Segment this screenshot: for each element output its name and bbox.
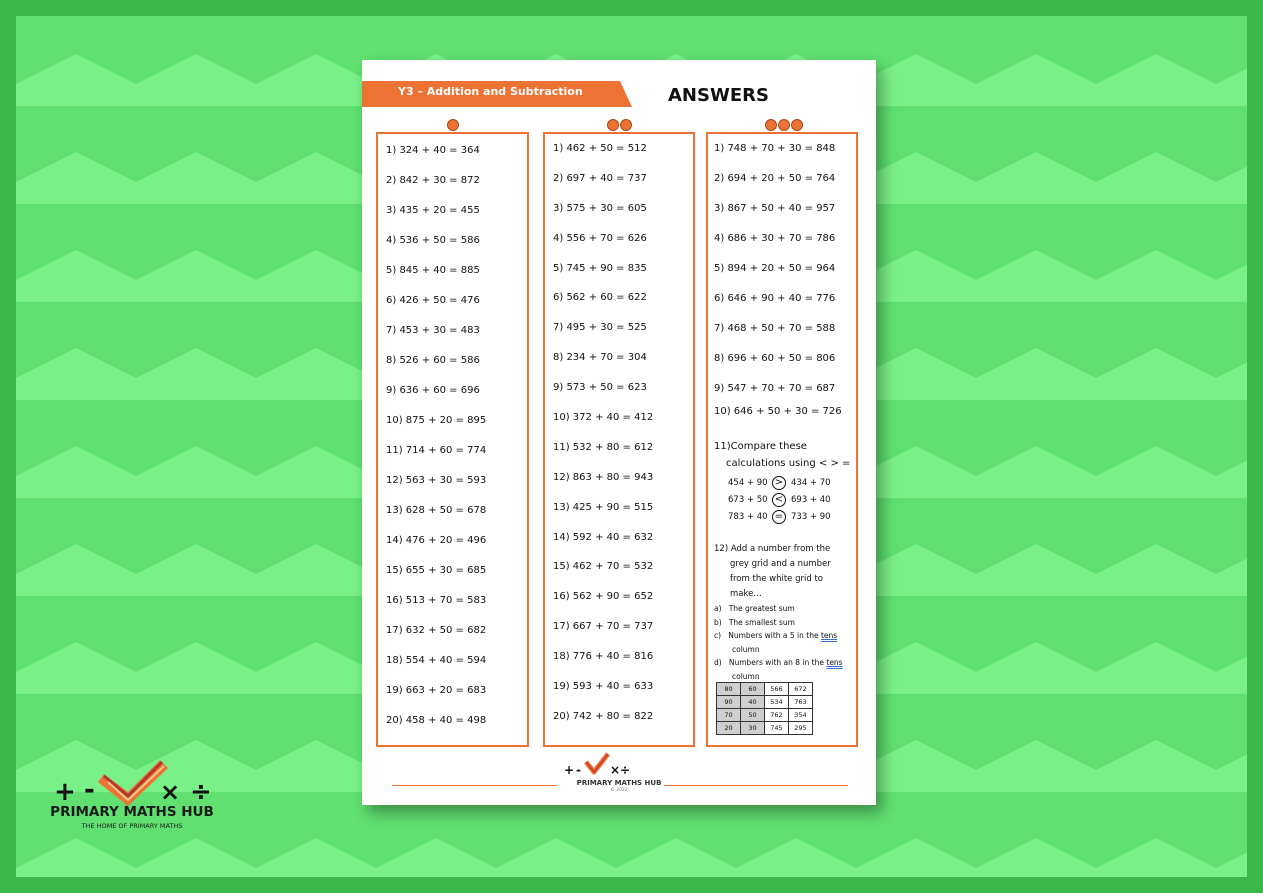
comparison-symbol: < [772,493,786,507]
answer-item: 3) 575 + 30 = 605 [553,202,647,214]
grid-cell: 762 [765,709,789,722]
answer-item: 5) 894 + 20 + 50 = 964 [714,263,836,274]
footer-logo-icon [562,750,632,780]
grid-row [717,683,813,696]
difficulty-dots-2 [606,116,632,128]
comparison-left: 783 + 40 [728,511,768,522]
svg-text:÷: ÷ [190,777,212,807]
answer-item: 8) 526 + 60 = 586 [386,355,480,366]
part-b-text: The smallest sum [728,617,795,627]
comparison-row [728,491,831,508]
grid-cell: 60 [741,683,765,696]
answer-item: 3) 435 + 20 = 455 [386,205,480,216]
part-a-text: The greatest sum [728,604,795,613]
grid-cell: 40 [741,696,765,709]
answer-item: 4) 556 + 70 = 626 [553,232,647,244]
comparison-symbol: > [772,476,786,490]
grid-cell: 354 [789,709,813,722]
difficulty-dots-3 [764,116,803,128]
grid-cell: 90 [717,696,741,709]
part-d-underlined: tens [826,658,843,667]
grid-cell: 672 [789,683,813,696]
part-c-column: column [732,644,760,654]
number-grid [716,682,813,735]
brand-tagline: THE HOME OF PRIMARY MATHS [81,822,183,830]
svg-text:-: - [84,775,95,805]
answer-item: 2) 842 + 30 = 872 [386,175,480,186]
answer-item: 16) 562 + 90 = 652 [553,591,654,603]
footer-copyright: © 2022 [610,788,628,793]
grid-row [717,696,813,709]
answer-item: 15) 655 + 30 = 685 [386,565,487,576]
answer-item: 10) 646 + 50 + 30 = 726 [714,406,842,417]
svg-text:+: + [564,763,575,777]
answer-column-3 [706,132,858,747]
grid-cell: 295 [789,722,813,735]
dot-icon [791,119,803,131]
comparison-right: 733 + 90 [791,511,831,522]
answer-item: 8) 234 + 70 = 304 [553,352,647,364]
grid-cell: 30 [741,722,765,735]
dot-icon [447,119,459,131]
grid-cell: 763 [789,696,813,709]
answer-item: 8) 696 + 60 + 50 = 806 [714,353,836,364]
banner-title: Y3 – Addition and Subtraction [398,85,583,98]
answer-item: 20) 742 + 80 = 822 [553,710,654,722]
answer-item: 9) 573 + 50 = 623 [553,382,647,394]
difficulty-dots-1 [446,116,459,128]
answer-item: 11) 532 + 80 = 612 [553,441,654,453]
answer-list [714,142,842,427]
part-b: b) The smallest sum [714,617,795,627]
dot-icon [607,119,619,131]
answer-item: 18) 554 + 40 = 594 [386,655,487,666]
answer-item: 19) 663 + 20 = 683 [386,685,487,696]
question-11 [714,438,854,472]
answer-list [553,142,653,740]
page-title: ANSWERS [668,85,769,106]
comparison-symbol: = [772,510,786,524]
footer-brand-name: PRIMARY MATHS HUB [576,779,662,787]
answer-item: 6) 646 + 90 + 40 = 776 [714,293,836,304]
answer-item: 7) 453 + 30 = 483 [386,325,480,336]
answer-item: 14) 476 + 20 = 496 [386,535,487,546]
answer-item: 2) 697 + 40 = 737 [553,172,647,184]
answer-item: 11) 714 + 60 = 774 [386,445,487,456]
part-d-text: Numbers with an 8 in the [728,658,827,667]
part-c: c) Numbers with a 5 in the tens [714,631,838,640]
answer-item: 12) 563 + 30 = 593 [386,475,487,486]
svg-text:-: - [576,763,581,777]
q12-line: grey grid and a number [730,559,831,569]
answer-item: 5) 845 + 40 = 885 [386,265,480,276]
grid-cell: 20 [717,722,741,735]
answer-item: 3) 867 + 50 + 40 = 957 [714,203,836,214]
comparison-left: 454 + 90 [728,477,768,488]
comparison-rows [728,474,831,525]
grid-cell: 80 [717,683,741,696]
q11-line1: 11)Compare these [714,441,807,452]
answer-item: 7) 495 + 30 = 525 [553,322,647,334]
answer-item: 18) 776 + 40 = 816 [553,651,654,663]
svg-text:÷: ÷ [620,763,631,777]
part-c-underlined: tens [820,631,838,640]
comparison-right: 693 + 40 [791,494,831,505]
svg-text:×: × [160,778,181,806]
answer-item: 9) 547 + 70 + 70 = 687 [714,383,836,394]
answer-item: 7) 468 + 50 + 70 = 588 [714,323,836,334]
answer-item: 6) 562 + 60 = 622 [553,292,647,304]
brand-name: PRIMARY MATHS HUB [50,804,214,820]
q12-line: from the white grid to [730,574,823,584]
answer-item: 12) 863 + 80 = 943 [553,471,654,483]
svg-text:+: + [54,777,76,807]
answer-item: 4) 686 + 30 + 70 = 786 [714,233,836,244]
answer-item: 10) 875 + 20 = 895 [386,415,487,426]
answer-item: 13) 628 + 50 = 678 [386,505,487,516]
part-a: a) The greatest sum [714,604,795,613]
answer-item: 14) 592 + 40 = 632 [553,531,654,543]
svg-text:×: × [610,763,621,777]
answer-item: 1) 748 + 70 + 30 = 848 [714,143,836,154]
answer-column-2 [543,132,695,747]
answer-item: 15) 462 + 70 = 532 [553,561,654,573]
part-d: d) Numbers with an 8 in the tens [714,658,843,667]
grid-cell: 745 [765,722,789,735]
grid-cell: 50 [741,709,765,722]
grid-row [717,722,813,735]
grid-cell: 70 [717,709,741,722]
answer-list [386,144,486,744]
answer-item: 1) 462 + 50 = 512 [553,143,647,154]
q11-line2: calculations using < > = [726,458,851,469]
answer-item: 2) 694 + 20 + 50 = 764 [714,173,836,184]
answer-column-1 [376,132,529,747]
answer-item: 4) 536 + 50 = 586 [386,235,480,246]
answer-item: 16) 513 + 70 = 583 [386,595,487,606]
q12-line: 12) Add a number from the [714,544,831,554]
question-12 [714,542,854,602]
comparison-row [728,508,831,525]
grid-cell: 566 [765,683,789,696]
answer-item: 17) 632 + 50 = 682 [386,625,487,636]
answer-item: 13) 425 + 90 = 515 [553,501,654,513]
q12-line: make… [730,589,762,599]
answer-item: 9) 636 + 60 = 696 [386,385,480,396]
grid-cell: 534 [765,696,789,709]
comparison-left: 673 + 50 [728,494,768,505]
dot-icon [620,119,632,131]
part-d-column: column [732,671,760,681]
answer-item: 17) 667 + 70 = 737 [553,621,654,633]
dot-icon [778,119,790,131]
comparison-row [728,474,831,491]
dot-icon [765,119,777,131]
answer-item: 10) 372 + 40 = 412 [553,412,654,424]
question-12-parts [714,602,856,683]
answer-item: 1) 324 + 40 = 364 [386,145,480,156]
worksheet-page [362,60,876,805]
answer-item: 20) 458 + 40 = 498 [386,715,487,726]
grid-row [717,709,813,722]
part-c-text: Numbers with a 5 in the [728,631,821,640]
comparison-right: 434 + 70 [791,477,831,488]
answer-item: 19) 593 + 40 = 633 [553,681,654,693]
brand-logo-icon [48,752,218,832]
answer-item: 6) 426 + 50 = 476 [386,295,480,306]
answer-item: 5) 745 + 90 = 835 [553,262,647,274]
